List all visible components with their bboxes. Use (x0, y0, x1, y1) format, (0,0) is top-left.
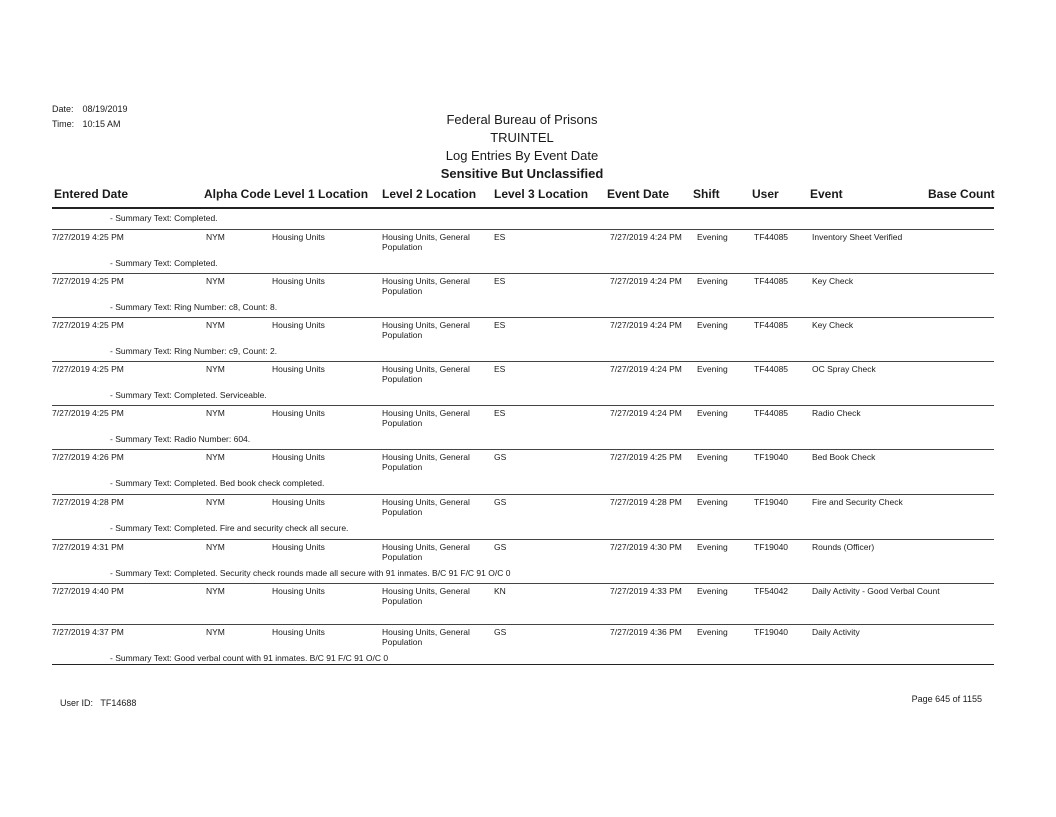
cell-shift: Evening (697, 586, 728, 596)
cell-level3-location: KN (494, 586, 506, 596)
summary-text: - Summary Text: Good verbal count with 91 inmates. B/C 91 F/C 91 O/C 0 (110, 653, 389, 663)
cell-entered-date: 7/27/2019 4:40 PM (52, 586, 124, 596)
col-shift: Shift (693, 187, 720, 201)
cell-event-date: 7/27/2019 4:24 PM (610, 276, 682, 286)
cell-event-date: 7/27/2019 4:28 PM (610, 497, 682, 507)
cell-user: TF54042 (754, 586, 789, 596)
cell-alpha-code: NYM (206, 232, 225, 242)
report-title-block (0, 111, 1044, 183)
cell-event-date: 7/27/2019 4:24 PM (610, 408, 682, 418)
row-rule (52, 494, 994, 495)
cell-user: TF19040 (754, 497, 789, 507)
cell-entered-date: 7/27/2019 4:28 PM (52, 497, 124, 507)
cell-user: TF44085 (754, 276, 789, 286)
cell-shift: Evening (697, 364, 728, 374)
time-value: 10:15 AM (82, 119, 121, 129)
cell-event: Rounds (Officer) (812, 542, 875, 552)
cell-level3-location: GS (494, 627, 507, 637)
cell-event: Key Check (812, 276, 854, 286)
cell-level3-location: GS (494, 542, 507, 552)
table-row (52, 232, 994, 260)
cell-level1-location: Housing Units (272, 542, 325, 552)
summary-text: - Summary Text: Completed. Serviceable. (110, 390, 267, 400)
title-report: Log Entries By Event Date (445, 148, 599, 163)
cell-alpha-code: NYM (206, 452, 225, 462)
summary-text: - Summary Text: Ring Number: c9, Count: 2. (110, 346, 278, 356)
summary-text: - Summary Text: Ring Number: c8, Count: 8. (110, 302, 278, 312)
cell-level2-location: Housing Units, General Population (382, 232, 470, 252)
cell-level2-location: Housing Units, General Population (382, 627, 470, 647)
cell-event-date: 7/27/2019 4:25 PM (610, 452, 682, 462)
cell-level3-location: ES (494, 364, 506, 374)
table-row (52, 586, 994, 614)
col-alpha-level1: Alpha Code Level 1 Location (204, 187, 369, 201)
cell-level3-location: ES (494, 320, 506, 330)
col-level3: Level 3 Location (494, 187, 589, 201)
col-user: User (752, 187, 779, 201)
cell-event-date: 7/27/2019 4:30 PM (610, 542, 682, 552)
col-entered-date: Entered Date (54, 187, 129, 201)
cell-shift: Evening (697, 320, 728, 330)
cell-alpha-code: NYM (206, 408, 225, 418)
cell-entered-date: 7/27/2019 4:25 PM (52, 232, 124, 242)
cell-level3-location: ES (494, 232, 506, 242)
summary-text: - Summary Text: Completed. Bed book check completed. (110, 478, 325, 488)
date-label: Date: (52, 104, 74, 114)
cell-shift: Evening (697, 627, 728, 637)
cell-entered-date: 7/27/2019 4:25 PM (52, 276, 124, 286)
cell-level2-location: Housing Units, General Population (382, 497, 470, 517)
header-rule (52, 207, 994, 209)
cell-user: TF44085 (754, 320, 789, 330)
title-classification: Sensitive But Unclassified (440, 166, 604, 181)
cell-user: TF44085 (754, 408, 789, 418)
cell-shift: Evening (697, 408, 728, 418)
cell-entered-date: 7/27/2019 4:26 PM (52, 452, 124, 462)
cell-level2-location: Housing Units, General Population (382, 276, 470, 296)
col-event: Event (810, 187, 843, 201)
summary-text: - Summary Text: Radio Number: 604. (110, 434, 251, 444)
cell-event: OC Spray Check (812, 364, 876, 374)
summary-text: - Summary Text: Completed. (110, 213, 218, 223)
cell-event: Daily Activity (812, 627, 860, 637)
table-end-rule (52, 664, 994, 665)
col-event-date: Event Date (607, 187, 670, 201)
cell-event: Bed Book Check (812, 452, 876, 462)
row-rule (52, 405, 994, 406)
cell-user: TF44085 (754, 364, 789, 374)
table-row (52, 364, 994, 392)
cell-level1-location: Housing Units (272, 232, 325, 242)
summary-text: - Summary Text: Completed. (110, 258, 218, 268)
table-row (52, 542, 994, 570)
cell-level1-location: Housing Units (272, 408, 325, 418)
cell-event-date: 7/27/2019 4:24 PM (610, 320, 682, 330)
cell-event: Inventory Sheet Verified (812, 232, 903, 242)
cell-shift: Evening (697, 232, 728, 242)
cell-entered-date: 7/27/2019 4:25 PM (52, 320, 124, 330)
cell-shift: Evening (697, 276, 728, 286)
cell-level1-location: Housing Units (272, 586, 325, 596)
table-row (52, 276, 994, 304)
footer-user (60, 698, 136, 708)
cell-level3-location: GS (494, 497, 507, 507)
date-value: 08/19/2019 (82, 104, 128, 114)
cell-entered-date: 7/27/2019 4:25 PM (52, 408, 124, 418)
cell-event-date: 7/27/2019 4:24 PM (610, 232, 682, 242)
cell-entered-date: 7/27/2019 4:31 PM (52, 542, 124, 552)
cell-alpha-code: NYM (206, 364, 225, 374)
summary-text: - Summary Text: Completed. Fire and security check all secure. (110, 523, 349, 533)
cell-event-date: 7/27/2019 4:36 PM (610, 627, 682, 637)
row-rule (52, 583, 994, 584)
cell-event-date: 7/27/2019 4:33 PM (610, 586, 682, 596)
cell-level1-location: Housing Units (272, 320, 325, 330)
table-row (52, 452, 994, 480)
cell-level2-location: Housing Units, General Population (382, 408, 470, 428)
row-rule (52, 361, 994, 362)
table-row (52, 497, 994, 525)
table-row (52, 320, 994, 348)
cell-level3-location: ES (494, 276, 506, 286)
table-row (52, 408, 994, 436)
col-base-count: Base Count (928, 187, 995, 201)
cell-user: TF19040 (754, 452, 789, 462)
user-id-value: TF14688 (100, 698, 137, 708)
title-agency: Federal Bureau of Prisons (446, 112, 598, 127)
row-rule (52, 317, 994, 318)
cell-level2-location: Housing Units, General Population (382, 586, 470, 606)
cell-alpha-code: NYM (206, 627, 225, 637)
col-level2: Level 2 Location (382, 187, 477, 201)
cell-level2-location: Housing Units, General Population (382, 452, 470, 472)
cell-level2-location: Housing Units, General Population (382, 364, 470, 384)
cell-entered-date: 7/27/2019 4:37 PM (52, 627, 124, 637)
cell-shift: Evening (697, 497, 728, 507)
cell-entered-date: 7/27/2019 4:25 PM (52, 364, 124, 374)
cell-level3-location: GS (494, 452, 507, 462)
cell-alpha-code: NYM (206, 320, 225, 330)
cell-user: TF19040 (754, 627, 789, 637)
cell-level1-location: Housing Units (272, 452, 325, 462)
cell-user: TF19040 (754, 542, 789, 552)
table-row (52, 627, 994, 655)
cell-level1-location: Housing Units (272, 276, 325, 286)
cell-alpha-code: NYM (206, 497, 225, 507)
cell-shift: Evening (697, 452, 728, 462)
row-rule (52, 624, 994, 625)
row-rule (52, 539, 994, 540)
cell-user: TF44085 (754, 232, 789, 242)
row-rule (52, 229, 994, 230)
cell-level2-location: Housing Units, General Population (382, 542, 470, 562)
cell-event: Daily Activity - Good Verbal Count (812, 586, 940, 596)
cell-level1-location: Housing Units (272, 364, 325, 374)
user-id-label: User ID: (60, 698, 94, 708)
cell-alpha-code: NYM (206, 276, 225, 286)
cell-alpha-code: NYM (206, 586, 225, 596)
cell-shift: Evening (697, 542, 728, 552)
time-label: Time: (52, 119, 75, 129)
cell-level1-location: Housing Units (272, 627, 325, 637)
row-rule (52, 449, 994, 450)
cell-level3-location: ES (494, 408, 506, 418)
cell-event: Key Check (812, 320, 854, 330)
cell-event: Fire and Security Check (812, 497, 903, 507)
cell-event: Radio Check (812, 408, 861, 418)
cell-level1-location: Housing Units (272, 497, 325, 507)
table-header (52, 187, 994, 207)
page-number: Page 645 of 1155 (911, 694, 982, 704)
summary-text: - Summary Text: Completed. Security check rounds made all secure with 91 inmates. B/C 91 F/C 91 O/C 0 (110, 568, 511, 578)
cell-alpha-code: NYM (206, 542, 225, 552)
title-system: TRUINTEL (490, 130, 554, 145)
cell-level2-location: Housing Units, General Population (382, 320, 470, 340)
row-rule (52, 273, 994, 274)
cell-event-date: 7/27/2019 4:24 PM (610, 364, 682, 374)
